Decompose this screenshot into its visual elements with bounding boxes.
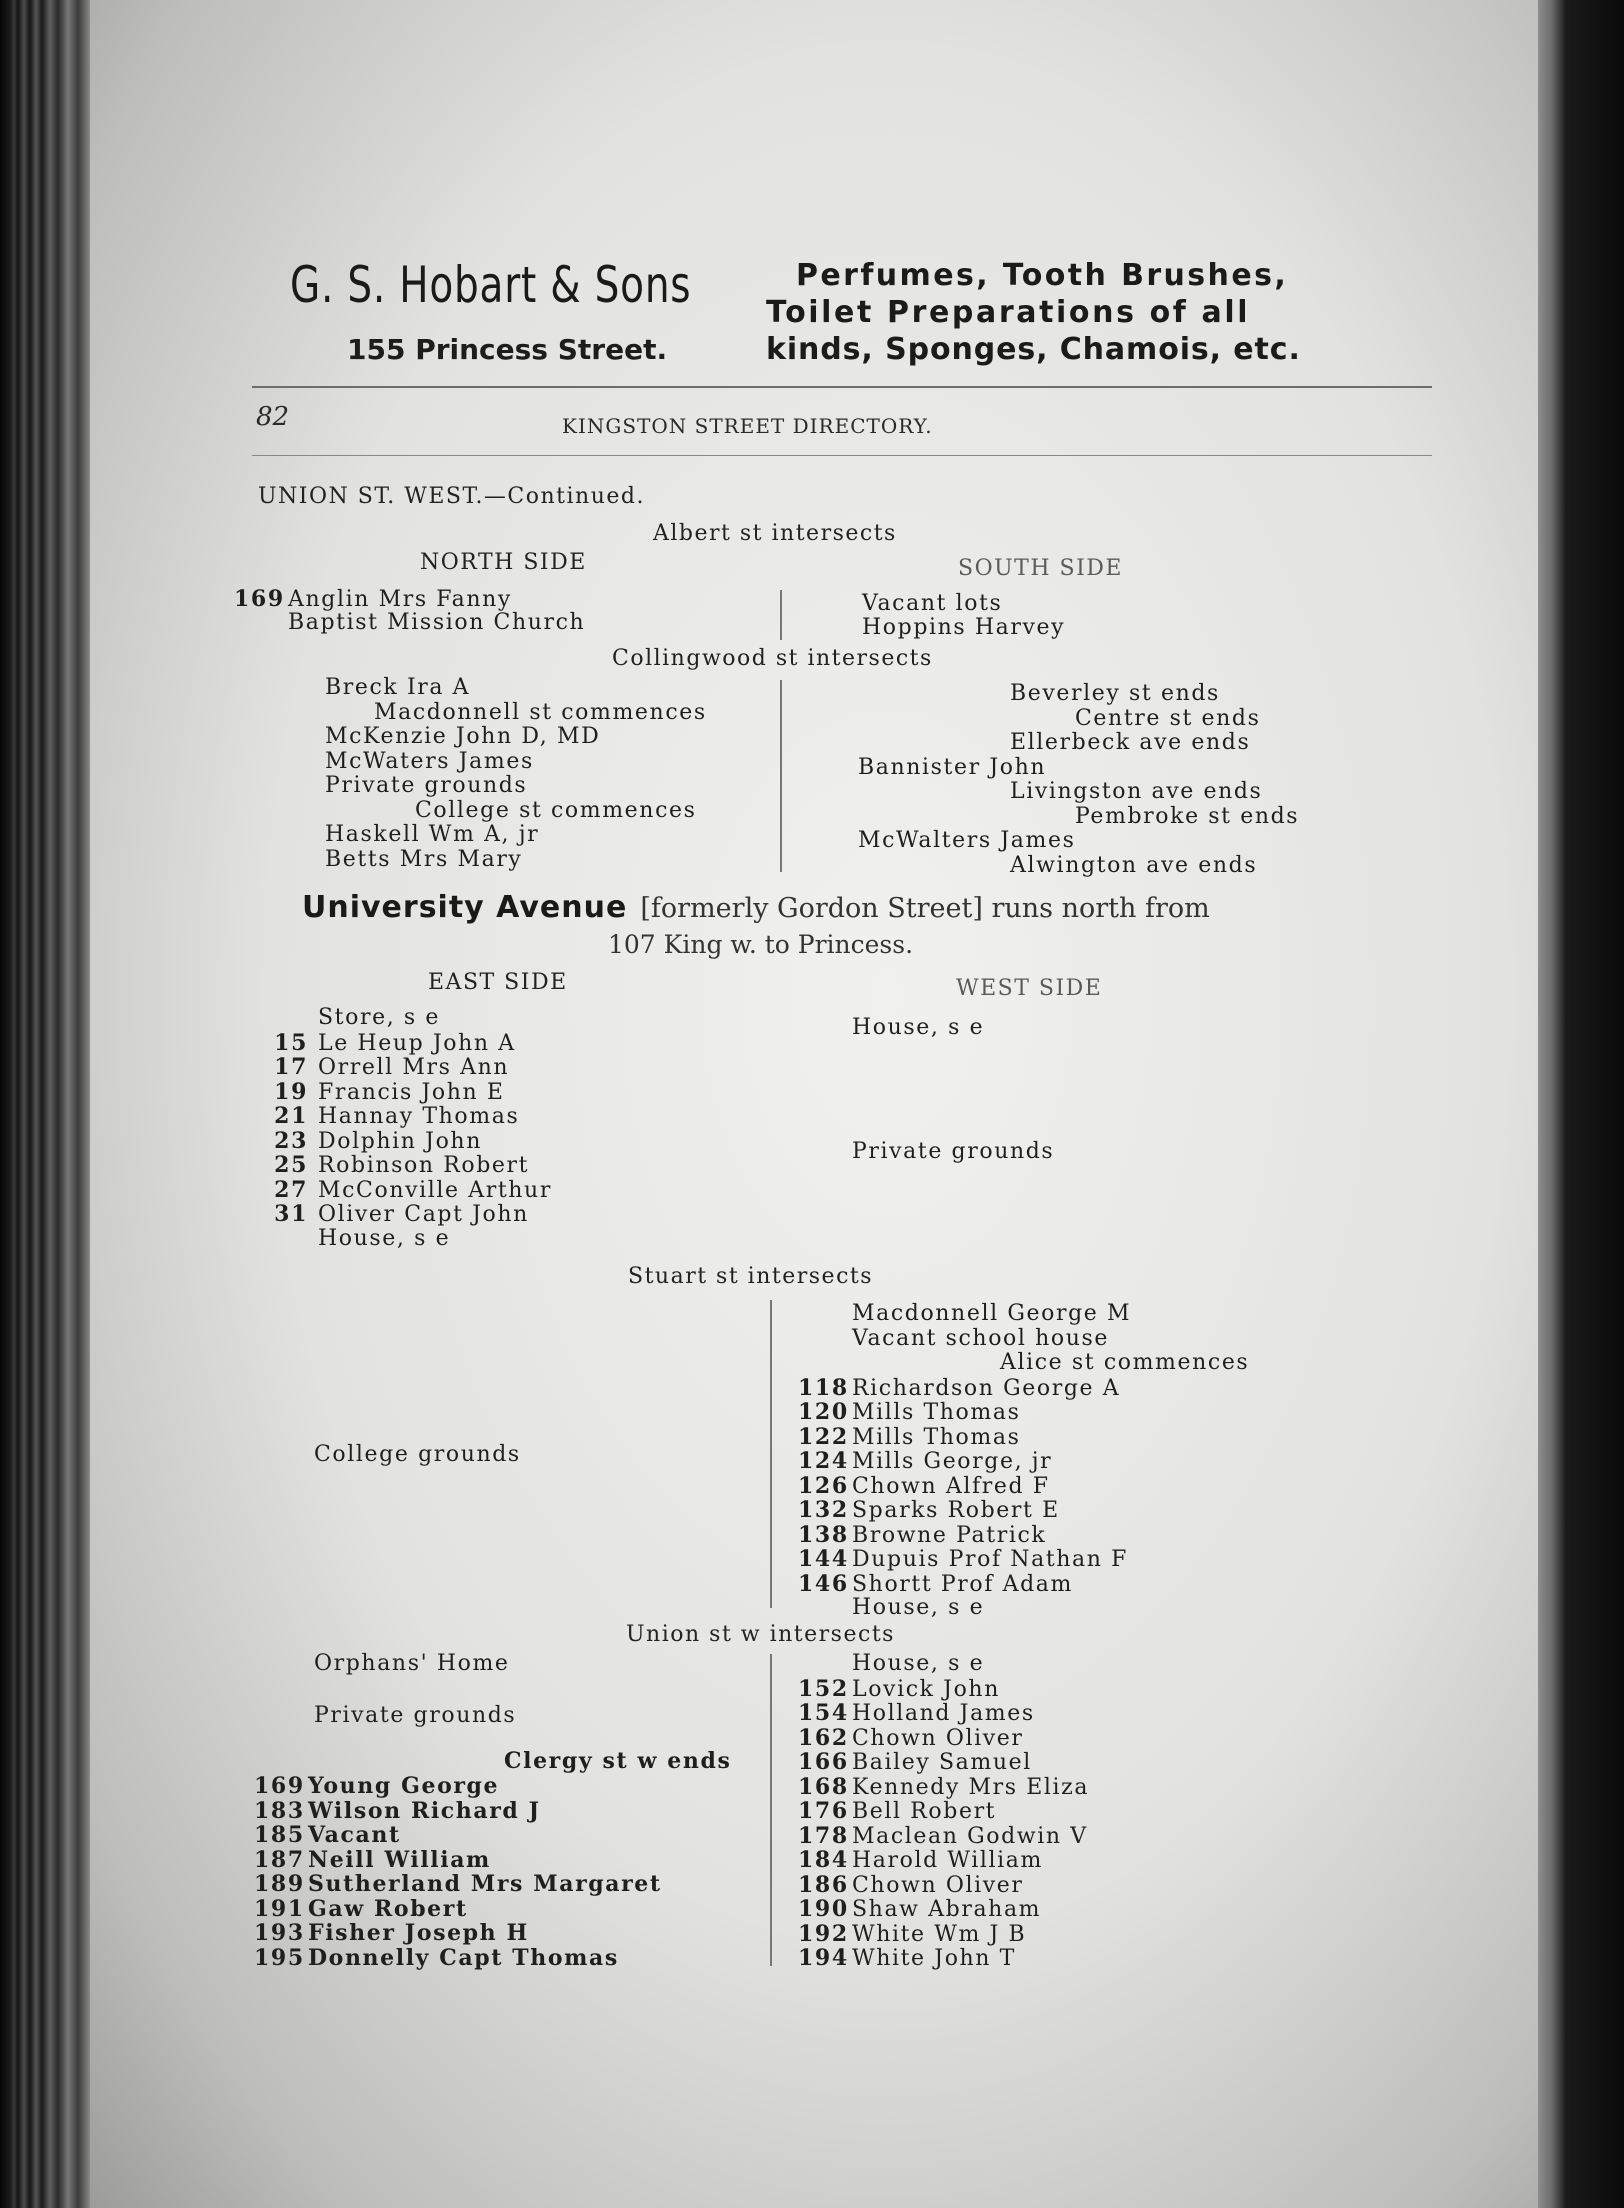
resident-name: McKenzie John D, MD (325, 724, 601, 749)
house-number: 120 (798, 1399, 849, 1425)
resident-name: Haskell Wm A, jr (325, 822, 540, 847)
house-number: 190 (798, 1896, 849, 1922)
resident-name: Hannay Thomas (318, 1104, 520, 1129)
directory-entry (798, 1400, 1020, 1425)
east-side-label: EAST SIDE (428, 970, 568, 995)
house-number: 189 (254, 1871, 305, 1897)
ad-line-1: Perfumes, Tooth Brushes, (796, 258, 1289, 293)
directory-entry (798, 1750, 1032, 1775)
house-number: 15 (274, 1029, 308, 1056)
directory-entry (1075, 805, 1299, 829)
house-number: 192 (798, 1920, 849, 1947)
house-number: 144 (798, 1546, 849, 1572)
resident-name: Holland James (852, 1701, 1035, 1726)
resident-name: Chown Oliver (852, 1725, 1024, 1751)
directory-entry (254, 1921, 529, 1945)
house-number: 146 (798, 1570, 849, 1597)
resident-name: Neill William (308, 1846, 491, 1873)
ad-line-3: kinds, Sponges, Chamois, etc. (766, 332, 1301, 367)
resident-name: House, s e (318, 1225, 451, 1251)
resident-name: Robinson Robert (318, 1153, 530, 1178)
east-private-grounds: Private grounds (314, 1703, 517, 1728)
union-w-intersects: Union st w intersects (626, 1622, 895, 1647)
directory-entry (254, 1799, 541, 1823)
resident-name: Shortt Prof Adam (852, 1571, 1073, 1597)
directory-entry (798, 1824, 1088, 1849)
university-description-2: 107 King w. to Princess. (608, 930, 914, 959)
house-number: 118 (798, 1374, 849, 1401)
directory-entry (798, 1572, 1073, 1597)
directory-entry (798, 1652, 984, 1676)
resident-name: Pembroke st ends (1075, 803, 1300, 829)
resident-name: Dolphin John (318, 1128, 482, 1154)
albert-intersects: Albert st intersects (653, 521, 897, 546)
directory-entry (798, 1922, 1026, 1947)
directory-entry (264, 1055, 509, 1080)
resident-name: Wilson Richard J (308, 1797, 541, 1824)
header-divider (252, 455, 1432, 456)
university-avenue-title: University Avenue (302, 890, 628, 925)
directory-entry (325, 848, 522, 872)
directory-entry (946, 1351, 1249, 1375)
directory-entry (798, 1946, 1016, 1971)
house-number: 191 (254, 1895, 305, 1922)
directory-entry (798, 1677, 1000, 1702)
resident-name: Oliver Capt John (318, 1202, 529, 1227)
directory-entry (858, 829, 1075, 853)
house-number: 187 (254, 1846, 305, 1873)
resident-name: Beverley st ends (1010, 681, 1220, 706)
directory-entry (798, 1596, 984, 1620)
west-private-grounds: Private grounds (852, 1139, 1055, 1164)
resident-name: Orrell Mrs Ann (318, 1055, 510, 1080)
resident-name: Kennedy Mrs Eliza (852, 1774, 1090, 1800)
directory-entry (254, 1897, 468, 1921)
resident-name: Bell Robert (852, 1799, 997, 1824)
resident-name: College st commences (415, 797, 697, 823)
house-number: 132 (798, 1497, 849, 1523)
directory-entry (264, 1153, 529, 1178)
directory-entry (1010, 682, 1220, 706)
collingwood-intersects: Collingwood st intersects (612, 646, 933, 671)
union-continued-heading: UNION ST. WEST.—Continued. (258, 484, 645, 509)
resident-name: Sutherland Mrs Margaret (308, 1871, 662, 1897)
resident-name: Betts Mrs Mary (325, 846, 523, 872)
house-number: 178 (798, 1822, 849, 1849)
directory-entry (798, 1873, 1024, 1898)
resident-name: Fisher Joseph H (308, 1920, 529, 1946)
directory-entry (862, 616, 1065, 640)
directory-entry (254, 1774, 499, 1798)
resident-name: Vacant (308, 1822, 401, 1848)
resident-name: White Wm J B (852, 1921, 1027, 1947)
page-right-edge (1538, 0, 1624, 2208)
directory-entry (798, 1376, 1120, 1401)
house-number: 122 (798, 1423, 849, 1450)
house-number: 17 (274, 1054, 308, 1080)
house-number: 169 (234, 586, 285, 612)
ad-line-2: Toilet Preparations of all (766, 295, 1251, 330)
resident-name: Dupuis Prof Nathan F (852, 1547, 1128, 1572)
resident-name: Livingston ave ends (1010, 779, 1263, 804)
university-description-1: [formerly Gordon Street] runs north from (640, 893, 1210, 924)
house-number: 185 (254, 1822, 305, 1848)
house-number: 27 (274, 1176, 308, 1203)
directory-entry (798, 1302, 1131, 1326)
house-number: 31 (274, 1201, 308, 1227)
directory-entry (798, 1799, 996, 1824)
directory-entry (264, 1129, 482, 1154)
resident-name: McWaters James (325, 748, 534, 774)
directory-entry (234, 611, 585, 635)
directory-entry (264, 1227, 450, 1251)
univ-column-divider-mid (770, 1300, 772, 1608)
house-number: 166 (798, 1749, 849, 1775)
directory-entry (415, 799, 697, 823)
resident-name: Ellerbeck ave ends (1010, 730, 1251, 755)
resident-name: Sparks Robert E (852, 1498, 1060, 1523)
directory-entry (264, 1031, 516, 1056)
resident-name: McWalters James (858, 828, 1076, 853)
union-column-divider-bottom (780, 680, 782, 872)
resident-name: Baptist Mission Church (288, 610, 586, 635)
house-number: 183 (254, 1797, 305, 1824)
page-number: 82 (256, 402, 290, 432)
resident-name: Harold William (852, 1848, 1043, 1873)
resident-name: Richardson George A (852, 1375, 1121, 1401)
house-number: 195 (254, 1944, 305, 1971)
orphans-home: Orphans' Home (314, 1651, 510, 1676)
directory-entry (798, 1474, 1050, 1499)
resident-name: Mills Thomas (852, 1400, 1021, 1425)
house-number: 23 (274, 1127, 308, 1154)
directory-entry (264, 1006, 440, 1030)
house-number: 152 (798, 1675, 849, 1702)
stuart-intersects: Stuart st intersects (628, 1264, 874, 1289)
page-title: KINGSTON STREET DIRECTORY. (562, 414, 933, 438)
resident-name: Breck Ira A (325, 675, 471, 700)
west-side-label: WEST SIDE (956, 976, 1103, 1001)
directory-entry (264, 1178, 552, 1203)
resident-name: Donnelly Capt Thomas (308, 1944, 619, 1971)
directory-entry (858, 756, 1046, 780)
resident-name: Lovick John (852, 1676, 1000, 1702)
house-number: 154 (798, 1700, 849, 1726)
directory-entry (798, 1523, 1046, 1548)
directory-entry (798, 1848, 1043, 1873)
directory-entry (798, 1547, 1128, 1572)
resident-name: Mills George, jr (852, 1449, 1053, 1474)
resident-name: Centre st ends (1075, 705, 1261, 731)
directory-entry (798, 1449, 1052, 1474)
resident-name: Alwington ave ends (1010, 852, 1258, 878)
resident-name: Alice st commences (1000, 1350, 1250, 1375)
book-binding-edge (0, 0, 90, 2208)
house-number: 138 (798, 1521, 849, 1548)
directory-entry (798, 1726, 1024, 1751)
resident-name: Maclean Godwin V (852, 1823, 1088, 1849)
house-number: 169 (254, 1773, 305, 1799)
directory-entry (264, 1104, 519, 1129)
house-number: 193 (254, 1920, 305, 1946)
house-number: 168 (798, 1773, 849, 1800)
union-column-divider-top (780, 590, 782, 640)
directory-entry (325, 774, 527, 798)
directory-entry (1010, 731, 1250, 755)
directory-entry (798, 1775, 1089, 1800)
resident-name: Bannister John (858, 754, 1047, 780)
resident-name: Gaw Robert (308, 1895, 468, 1922)
resident-name: House, s e (852, 1651, 985, 1676)
resident-name: Vacant school house (852, 1325, 1110, 1351)
house-number: 162 (798, 1724, 849, 1751)
house-number: 184 (798, 1847, 849, 1873)
resident-name: Chown Alfred F (852, 1473, 1050, 1499)
resident-name: Hoppins Harvey (862, 615, 1066, 640)
directory-entry (1010, 854, 1257, 878)
directory-entry (862, 592, 1002, 616)
resident-name: Mills Thomas (852, 1424, 1021, 1450)
house-number: 176 (798, 1798, 849, 1824)
resident-name: Store, s e (318, 1005, 440, 1030)
house-number: 21 (274, 1103, 308, 1129)
resident-name: Browne Patrick (852, 1522, 1047, 1548)
university-heading-line (302, 890, 1210, 925)
house-number: 19 (274, 1078, 308, 1105)
resident-name: Shaw Abraham (852, 1897, 1042, 1922)
directory-entry (254, 1872, 662, 1896)
ad-company-name: G. S. Hobart & Sons (290, 256, 692, 314)
resident-name: Chown Oliver (852, 1872, 1024, 1898)
resident-name: Anglin Mrs Fanny (288, 587, 512, 612)
house-number: 124 (798, 1448, 849, 1474)
house-number: 126 (798, 1472, 849, 1499)
directory-entry (325, 676, 470, 700)
directory-entry (798, 1498, 1060, 1523)
resident-name: White John T (852, 1946, 1016, 1971)
clergy-ends: Clergy st w ends (504, 1748, 732, 1774)
directory-entry (325, 725, 600, 749)
resident-name: Macdonnell st commences (374, 699, 707, 725)
directory-entry (798, 1425, 1020, 1450)
directory-entry (254, 1823, 401, 1847)
resident-name: Private grounds (325, 773, 528, 798)
directory-entry (798, 1897, 1041, 1922)
directory-entry (264, 1202, 529, 1227)
directory-entry (254, 1848, 491, 1872)
resident-name: McConville Arthur (318, 1177, 552, 1203)
directory-entry (325, 823, 539, 847)
resident-name: House, s e (852, 1595, 985, 1620)
south-side-label: SOUTH SIDE (958, 556, 1123, 581)
resident-name: Bailey Samuel (852, 1750, 1032, 1775)
directory-entry (264, 1080, 505, 1105)
resident-name: Vacant lots (862, 591, 1003, 616)
directory-entry (254, 1946, 619, 1970)
house-number: 186 (798, 1871, 849, 1898)
west-house-se: House, s e (852, 1015, 985, 1040)
directory-entry (1010, 780, 1262, 804)
ad-divider (252, 386, 1432, 388)
resident-name: Macdonnell George M (852, 1301, 1132, 1326)
ad-address: 155 Princess Street. (347, 333, 668, 366)
resident-name: Le Heup John A (318, 1030, 516, 1056)
directory-page (90, 0, 1538, 2208)
directory-entry (798, 1701, 1035, 1726)
directory-entry (1075, 707, 1260, 731)
resident-name: Young George (308, 1773, 500, 1799)
house-number: 194 (798, 1945, 849, 1971)
univ-column-divider-bottom (770, 1654, 772, 1966)
resident-name: Francis John E (318, 1079, 505, 1105)
north-side-label: NORTH SIDE (420, 550, 587, 575)
college-grounds: College grounds (314, 1442, 521, 1467)
house-number: 25 (274, 1152, 308, 1178)
directory-entry (234, 587, 512, 612)
directory-entry (798, 1327, 1109, 1351)
directory-entry (325, 750, 534, 774)
directory-entry (374, 701, 707, 725)
